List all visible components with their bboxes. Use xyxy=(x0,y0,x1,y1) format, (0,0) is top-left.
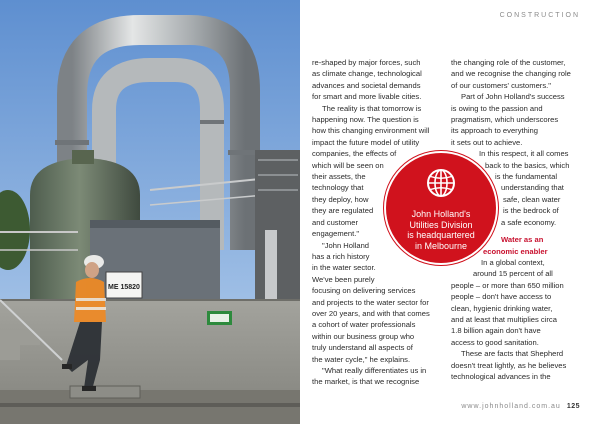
callout-circle xyxy=(386,153,496,263)
text-line: is owing to the passion and xyxy=(451,103,543,113)
text-line: in the water sector. xyxy=(312,263,376,273)
text-line: "What really differentiates us in xyxy=(322,365,427,375)
text-line: their assets, the xyxy=(312,172,366,182)
subheading: economic enabler xyxy=(483,246,548,256)
text-line: the market, is that we recognise xyxy=(312,377,420,387)
text-line: the water cycle," he explains. xyxy=(312,354,411,364)
callout-text xyxy=(394,209,488,251)
website-url: www.johnholland.com.au xyxy=(461,403,561,410)
page-footer xyxy=(461,403,580,410)
callout-line: is headquartered xyxy=(407,230,475,240)
text-line: and at least that multiplies circa xyxy=(451,314,557,324)
globe-icon xyxy=(426,168,456,203)
text-line: the changing role of the customer, xyxy=(451,58,566,67)
text-line: is the bedrock of xyxy=(503,206,559,216)
text-line: as climate change, technological xyxy=(312,69,422,79)
text-line: is the fundamental xyxy=(495,172,558,182)
text-line: how this changing environment will xyxy=(312,126,430,136)
text-line: Part of John Holland's success xyxy=(461,92,565,102)
section-label: CONSTRUCTION xyxy=(499,12,580,19)
text-line: a cohort of water professionals xyxy=(312,320,416,330)
text-line: 1.8 billion again don't have xyxy=(451,326,541,336)
text-line: for smart and more livable cities. xyxy=(312,92,422,102)
text-line: The reality is that tomorrow is xyxy=(322,103,422,113)
text-line: and we recognise the changing role xyxy=(451,69,571,79)
text-line: In this respect, it all comes xyxy=(479,149,569,159)
text-line: doesn't treat lightly, as he believes xyxy=(451,360,567,370)
text-line: These are facts that Shepherd xyxy=(461,349,564,359)
text-line: technology that xyxy=(312,183,364,193)
text-line: safe, clean water xyxy=(503,194,561,204)
text-line: advances and societal demands xyxy=(312,80,421,90)
callout-line: John Holland's xyxy=(411,209,471,219)
text-line: We've been purely xyxy=(312,274,375,284)
text-line: back to the basics, which xyxy=(485,160,570,170)
text-line: which will be seen on xyxy=(312,160,384,170)
text-line: around 15 percent of all xyxy=(473,269,553,279)
page-number: 125 xyxy=(566,403,580,410)
subheading: Water as an xyxy=(501,235,544,245)
text-line: technological advances in the xyxy=(451,371,551,381)
text-line: impact the future model of utility xyxy=(312,137,420,147)
text-line: they are regulated xyxy=(312,206,374,216)
text-line: access to good sanitation. xyxy=(451,337,539,347)
text-line: it sets out to achieve. xyxy=(451,137,523,147)
text-line: In a global context, xyxy=(481,257,545,267)
text-line: and projects to the water sector for xyxy=(312,297,429,307)
text-line: people – don't have access to xyxy=(451,292,552,302)
text-line: people – or more than 650 million xyxy=(451,280,564,290)
text-line: pragmatism, which underscores xyxy=(451,115,559,125)
text-line: they deploy, how xyxy=(312,194,369,204)
text-line: happening now. The question is xyxy=(312,115,419,125)
text-line: within our business group who xyxy=(312,331,415,341)
callout-line: Utilities Division xyxy=(409,219,473,230)
text-line: companies, the effects of xyxy=(312,149,397,159)
text-line: truly understand all aspects of xyxy=(312,343,413,353)
text-line: understanding that xyxy=(501,183,564,193)
text-line: engagement." xyxy=(312,229,360,239)
text-line: a safe economy. xyxy=(501,217,557,227)
text-line: of our customers' customers." xyxy=(451,80,551,90)
text-line: focusing on delivering services xyxy=(312,286,416,296)
text-line: and customer xyxy=(312,217,359,227)
callout-line: in Melbourne xyxy=(414,240,468,251)
text-line: "John Holland xyxy=(322,240,370,250)
text-line: has a rich history xyxy=(312,251,370,261)
placard-label: ME 15820 xyxy=(108,284,140,291)
text-line: over 20 years, and with that comes xyxy=(312,308,430,318)
text-line: re-shaped by major forces, such xyxy=(312,58,421,67)
text-line: its approach to everything xyxy=(451,126,538,136)
text-line: clean, hygienic drinking water, xyxy=(451,303,553,313)
